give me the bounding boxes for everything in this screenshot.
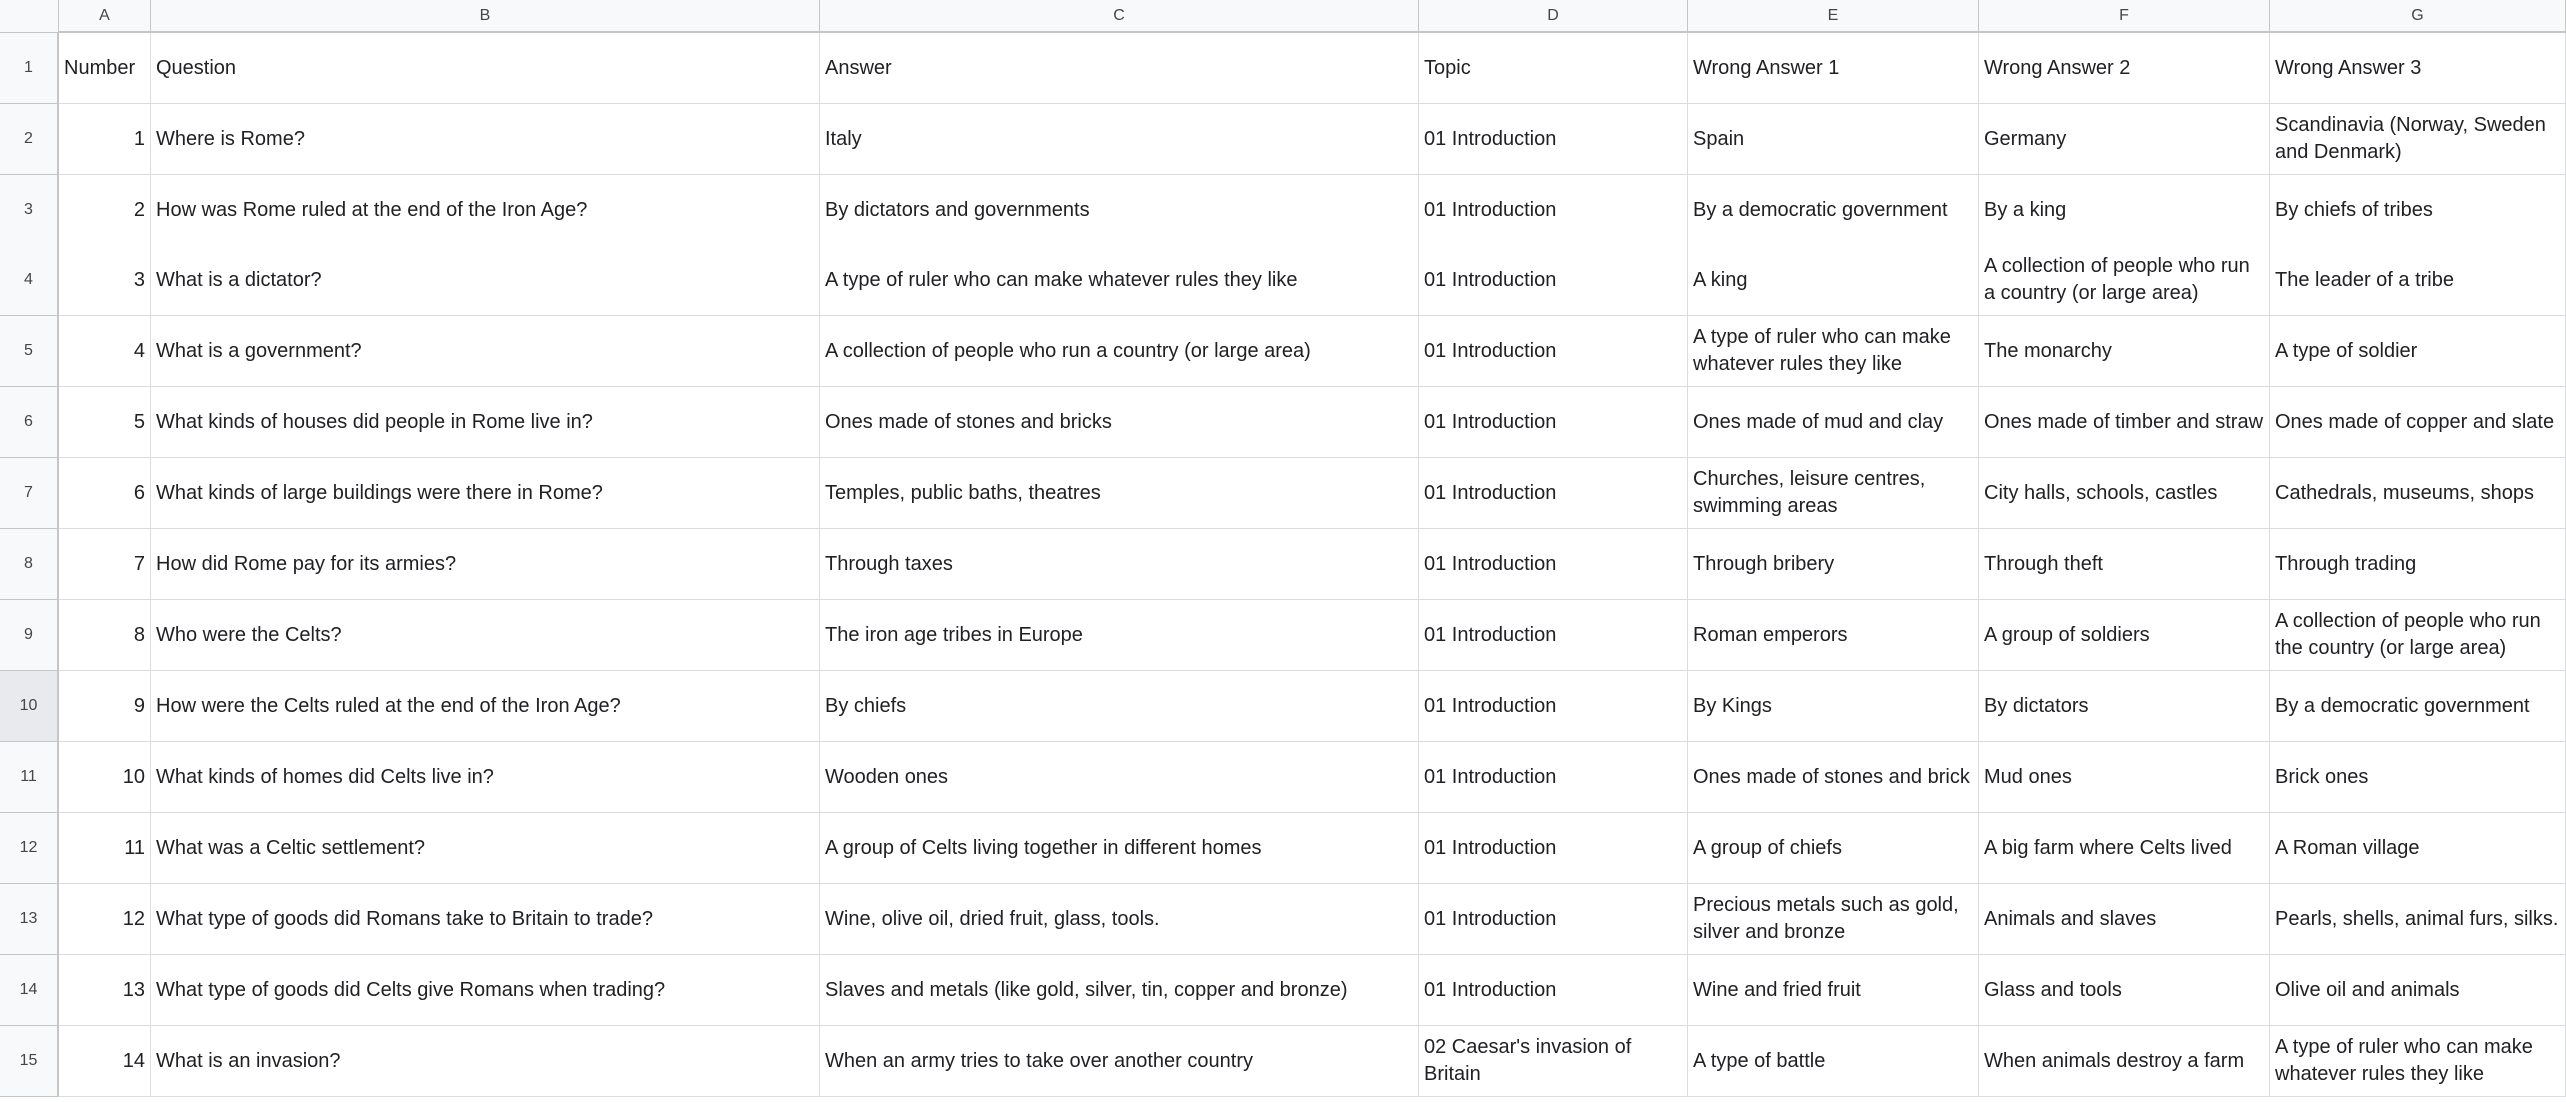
cell-e13[interactable] xyxy=(1688,884,1979,955)
cell-b6[interactable] xyxy=(151,387,820,458)
cell-d11[interactable] xyxy=(1419,742,1688,813)
cell-b8[interactable] xyxy=(151,529,820,600)
cell-e7[interactable] xyxy=(1688,458,1979,529)
cell-text: What is a dictator? xyxy=(156,268,322,291)
cell-g14[interactable] xyxy=(2270,955,2566,1026)
cell-e9[interactable] xyxy=(1688,600,1979,671)
cell-f9[interactable] xyxy=(1979,600,2270,671)
cell-text: Through taxes xyxy=(825,552,953,575)
cell-c15[interactable] xyxy=(820,1026,1419,1097)
cell-f6[interactable] xyxy=(1979,387,2270,458)
cell-d1[interactable] xyxy=(1419,33,1688,104)
cell-a7[interactable] xyxy=(59,458,151,529)
cell-text: What kinds of large buildings were there in Rome? xyxy=(156,481,603,504)
cell-text: A collection of people who run a country (or large area) xyxy=(1984,255,2250,304)
cell-b9[interactable] xyxy=(151,600,820,671)
cell-d2[interactable] xyxy=(1419,104,1688,175)
select-all-corner[interactable] xyxy=(0,0,59,33)
column-header-d[interactable]: D xyxy=(1419,0,1688,33)
cell-text: 01 Introduction xyxy=(1424,410,1557,433)
cell-b12[interactable] xyxy=(151,813,820,884)
cell-text: When an army tries to take over another country xyxy=(825,1049,1253,1072)
cell-c1[interactable] xyxy=(820,33,1419,104)
cell-text: Through trading xyxy=(2275,552,2417,575)
cell-text: 4 xyxy=(133,339,145,362)
cell-text: Wooden ones xyxy=(825,765,949,788)
cell-text: Number xyxy=(64,56,136,79)
cell-g5[interactable] xyxy=(2270,316,2566,387)
row-header-8[interactable]: 8 xyxy=(0,529,59,600)
cell-e1[interactable] xyxy=(1688,33,1979,104)
cell-a2[interactable] xyxy=(59,104,151,175)
cell-c10[interactable] xyxy=(820,671,1419,742)
cell-b2[interactable] xyxy=(151,104,820,175)
cell-text: How did Rome pay for its armies? xyxy=(156,552,457,575)
cell-text: Pearls, shells, animal furs, silks. xyxy=(2275,907,2559,930)
cell-c7[interactable] xyxy=(820,458,1419,529)
cell-text: Animals and slaves xyxy=(1984,907,2157,930)
cell-text: A type of battle xyxy=(1693,1049,1826,1072)
cell-text: Through bribery xyxy=(1693,552,1835,575)
cell-text: A collection of people who run the country (or large area) xyxy=(2275,610,2541,659)
cell-text: Ones made of timber and straw xyxy=(1984,410,2264,433)
column-header-g[interactable]: G xyxy=(2270,0,2566,33)
cell-d8[interactable] xyxy=(1419,529,1688,600)
cell-g13[interactable] xyxy=(2270,884,2566,955)
cell-a9[interactable] xyxy=(59,600,151,671)
cell-text: 01 Introduction xyxy=(1424,694,1557,717)
cell-g11[interactable] xyxy=(2270,742,2566,813)
cell-text: City halls, schools, castles xyxy=(1984,481,2218,504)
cell-text: When animals destroy a farm xyxy=(1984,1049,2245,1072)
cell-text: By dictators and governments xyxy=(825,198,1090,221)
row-header-13[interactable]: 13 xyxy=(0,884,59,955)
cell-text: 02 Caesar's invasion of Britain xyxy=(1424,1036,1632,1085)
cell-text: Topic xyxy=(1424,56,1471,79)
cell-text: A Roman village xyxy=(2275,836,2420,859)
row-header-14[interactable]: 14 xyxy=(0,955,59,1026)
cell-b14[interactable] xyxy=(151,955,820,1026)
cell-text: 01 Introduction xyxy=(1424,836,1557,859)
cell-text: A type of ruler who can make whatever rules they like xyxy=(825,268,1298,291)
cell-text: Ones made of stones and brick xyxy=(1693,765,1970,788)
cell-text: 9 xyxy=(133,694,145,717)
cell-f13[interactable] xyxy=(1979,884,2270,955)
cell-c5[interactable] xyxy=(820,316,1419,387)
row-header-15[interactable]: 15 xyxy=(0,1026,59,1097)
cell-text: Who were the Celts? xyxy=(156,623,342,646)
cell-g1[interactable] xyxy=(2270,33,2566,104)
cell-d14[interactable] xyxy=(1419,955,1688,1026)
cell-text: The iron age tribes in Europe xyxy=(825,623,1083,646)
cell-text: Olive oil and animals xyxy=(2275,978,2460,1001)
cell-d7[interactable] xyxy=(1419,458,1688,529)
cell-text: Roman emperors xyxy=(1693,623,1848,646)
cell-e12[interactable] xyxy=(1688,813,1979,884)
row-header-2[interactable]: 2 xyxy=(0,104,59,175)
row-header-5[interactable]: 5 xyxy=(0,316,59,387)
cell-text: How was Rome ruled at the end of the Iron Age? xyxy=(156,198,588,221)
cell-e11[interactable] xyxy=(1688,742,1979,813)
cell-text: A type of ruler who can make whatever rules they like xyxy=(1693,326,1951,375)
cell-f12[interactable] xyxy=(1979,813,2270,884)
cell-f15[interactable] xyxy=(1979,1026,2270,1097)
cell-g4[interactable] xyxy=(2270,245,2566,316)
cell-text: What kinds of homes did Celts live in? xyxy=(156,765,494,788)
cell-text: 1 xyxy=(133,127,145,150)
cell-c13[interactable] xyxy=(820,884,1419,955)
cell-text: What kinds of houses did people in Rome live in? xyxy=(156,410,593,433)
row-header-10[interactable]: 10 xyxy=(0,671,59,742)
cell-text: A collection of people who run a country (or large area) xyxy=(825,339,1311,362)
cell-b10[interactable] xyxy=(151,671,820,742)
cell-c12[interactable] xyxy=(820,813,1419,884)
cell-c6[interactable] xyxy=(820,387,1419,458)
cell-a13[interactable] xyxy=(59,884,151,955)
cell-d3[interactable] xyxy=(1419,175,1688,246)
row-header-11[interactable]: 11 xyxy=(0,742,59,813)
cell-text: 01 Introduction xyxy=(1424,339,1557,362)
cell-g15[interactable] xyxy=(2270,1026,2566,1097)
cell-text: A king xyxy=(1693,268,1748,291)
cell-text: Germany xyxy=(1984,127,2067,150)
cell-b7[interactable] xyxy=(151,458,820,529)
cell-text: 12 xyxy=(122,907,145,930)
cell-c9[interactable] xyxy=(820,600,1419,671)
cell-b13[interactable] xyxy=(151,884,820,955)
cell-d10[interactable] xyxy=(1419,671,1688,742)
cell-text: A group of chiefs xyxy=(1693,836,1842,859)
cell-text: By chiefs xyxy=(825,694,907,717)
cell-f3[interactable] xyxy=(1979,175,2270,246)
cell-text: Churches, leisure centres, swimming areas xyxy=(1693,468,1926,517)
cell-f4[interactable] xyxy=(1979,245,2270,316)
cell-text: By a democratic government xyxy=(2275,694,2530,717)
cell-e5[interactable] xyxy=(1688,316,1979,387)
cell-text: By dictators xyxy=(1984,694,2089,717)
cell-e4[interactable] xyxy=(1688,245,1979,316)
row-header-4[interactable]: 4 xyxy=(0,245,59,316)
cell-c11[interactable] xyxy=(820,742,1419,813)
cell-text: Wrong Answer 3 xyxy=(2275,56,2422,79)
cell-text: How were the Celts ruled at the end of the Iron Age? xyxy=(156,694,621,717)
cell-d9[interactable] xyxy=(1419,600,1688,671)
cell-text: Ones made of mud and clay xyxy=(1693,410,1944,433)
column-header-a[interactable]: A xyxy=(59,0,151,33)
cell-text: Glass and tools xyxy=(1984,978,2122,1001)
cell-text: 14 xyxy=(122,1049,145,1072)
column-header-c[interactable]: C xyxy=(820,0,1419,33)
cell-g3[interactable] xyxy=(2270,175,2566,246)
cell-c4[interactable] xyxy=(820,245,1419,316)
cell-text: 01 Introduction xyxy=(1424,907,1557,930)
cell-a15[interactable] xyxy=(59,1026,151,1097)
cell-text: 6 xyxy=(133,481,145,504)
cell-f1[interactable] xyxy=(1979,33,2270,104)
cell-text: What is a government? xyxy=(156,339,362,362)
cell-text: What type of goods did Romans take to Britain to trade? xyxy=(156,907,653,930)
cell-text: 3 xyxy=(133,268,145,291)
cell-text: 8 xyxy=(133,623,145,646)
cell-a6[interactable] xyxy=(59,387,151,458)
cell-text: The monarchy xyxy=(1984,339,2112,362)
cell-d15[interactable] xyxy=(1419,1026,1688,1097)
cell-text: 01 Introduction xyxy=(1424,623,1557,646)
cell-text: What type of goods did Celts give Romans when trading? xyxy=(156,978,666,1001)
cell-g10[interactable] xyxy=(2270,671,2566,742)
cell-text: The leader of a tribe xyxy=(2275,268,2454,291)
cell-f11[interactable] xyxy=(1979,742,2270,813)
cell-text: A group of Celts living together in different homes xyxy=(825,836,1262,859)
cell-g12[interactable] xyxy=(2270,813,2566,884)
cell-c3[interactable] xyxy=(820,175,1419,246)
cell-c2[interactable] xyxy=(820,104,1419,175)
cell-a4[interactable] xyxy=(59,245,151,316)
cell-text: Through theft xyxy=(1984,552,2103,575)
cell-text: 2 xyxy=(133,198,145,221)
cell-text: Where is Rome? xyxy=(156,127,305,150)
cell-e6[interactable] xyxy=(1688,387,1979,458)
cell-f10[interactable] xyxy=(1979,671,2270,742)
row-header-7[interactable]: 7 xyxy=(0,458,59,529)
cell-a14[interactable] xyxy=(59,955,151,1026)
cell-text: 01 Introduction xyxy=(1424,481,1557,504)
cell-text: Wrong Answer 2 xyxy=(1984,56,2131,79)
cell-text: 01 Introduction xyxy=(1424,127,1557,150)
cell-text: 10 xyxy=(122,765,145,788)
cell-text: Question xyxy=(156,56,237,79)
cell-g8[interactable] xyxy=(2270,529,2566,600)
cell-a3[interactable] xyxy=(59,175,151,246)
row-header-1[interactable]: 1 xyxy=(0,33,59,104)
cell-text: A type of soldier xyxy=(2275,339,2418,362)
cell-b15[interactable] xyxy=(151,1026,820,1097)
column-header-b[interactable]: B xyxy=(151,0,820,33)
cell-e10[interactable] xyxy=(1688,671,1979,742)
cell-text: Slaves and metals (like gold, silver, tin, copper and bronze) xyxy=(825,978,1348,1001)
cell-text: 7 xyxy=(133,552,145,575)
cell-text: 01 Introduction xyxy=(1424,765,1557,788)
cell-text: 5 xyxy=(133,410,145,433)
cell-d13[interactable] xyxy=(1419,884,1688,955)
column-header-e[interactable]: E xyxy=(1688,0,1979,33)
cell-text: What was a Celtic settlement? xyxy=(156,836,425,859)
cell-text: Italy xyxy=(825,127,862,150)
cell-text: Wrong Answer 1 xyxy=(1693,56,1840,79)
cell-b5[interactable] xyxy=(151,316,820,387)
cell-text: Precious metals such as gold, silver and bronze xyxy=(1693,894,1959,943)
cell-a11[interactable] xyxy=(59,742,151,813)
cell-text: 01 Introduction xyxy=(1424,198,1557,221)
cell-d12[interactable] xyxy=(1419,813,1688,884)
cell-text: A big farm where Celts lived xyxy=(1984,836,2232,859)
cell-text: Ones made of stones and bricks xyxy=(825,410,1112,433)
cell-b4[interactable] xyxy=(151,245,820,316)
cell-g6[interactable] xyxy=(2270,387,2566,458)
cell-text: By a democratic government xyxy=(1693,198,1948,221)
row-header-6[interactable]: 6 xyxy=(0,387,59,458)
cell-b1[interactable] xyxy=(151,33,820,104)
cell-e3[interactable] xyxy=(1688,175,1979,246)
cell-text: 01 Introduction xyxy=(1424,268,1557,291)
cell-e14[interactable] xyxy=(1688,955,1979,1026)
cell-f5[interactable] xyxy=(1979,316,2270,387)
cell-text: By chiefs of tribes xyxy=(2275,198,2433,221)
cell-text: Answer xyxy=(825,56,892,79)
cell-text: By Kings xyxy=(1693,694,1772,717)
row-header-3[interactable]: 3 xyxy=(0,175,59,246)
cell-d4[interactable] xyxy=(1419,245,1688,316)
cell-a5[interactable] xyxy=(59,316,151,387)
cell-g7[interactable] xyxy=(2270,458,2566,529)
cell-b3[interactable] xyxy=(151,175,820,246)
cell-a1[interactable] xyxy=(59,33,151,104)
cell-text: 11 xyxy=(124,836,145,859)
cell-a10[interactable] xyxy=(59,671,151,742)
cell-a12[interactable] xyxy=(59,813,151,884)
cell-f7[interactable] xyxy=(1979,458,2270,529)
cell-text: Temples, public baths, theatres xyxy=(825,481,1101,504)
row-header-9[interactable]: 9 xyxy=(0,600,59,671)
cell-g9[interactable] xyxy=(2270,600,2566,671)
cell-text: Mud ones xyxy=(1984,765,2072,788)
cell-text: By a king xyxy=(1984,198,2067,221)
cell-text: Wine, olive oil, dried fruit, glass, tools. xyxy=(825,907,1160,930)
column-header-f[interactable]: F xyxy=(1979,0,2270,33)
cell-text: Wine and fried fruit xyxy=(1693,978,1861,1001)
cell-text: Cathedrals, museums, shops xyxy=(2275,481,2535,504)
cell-a8[interactable] xyxy=(59,529,151,600)
cell-text: A type of ruler who can make whatever rules they like xyxy=(2275,1036,2533,1085)
cell-f14[interactable] xyxy=(1979,955,2270,1026)
cell-e8[interactable] xyxy=(1688,529,1979,600)
cell-text: Scandinavia (Norway, Sweden and Denmark) xyxy=(2275,114,2546,163)
cell-c8[interactable] xyxy=(820,529,1419,600)
cell-text: A group of soldiers xyxy=(1984,623,2150,646)
cell-text: What is an invasion? xyxy=(156,1049,341,1072)
cell-text: 13 xyxy=(122,978,145,1001)
cell-text: 01 Introduction xyxy=(1424,552,1557,575)
cell-e2[interactable] xyxy=(1688,104,1979,175)
cell-text: Brick ones xyxy=(2275,765,2369,788)
cell-text: Spain xyxy=(1693,127,1745,150)
cell-d5[interactable] xyxy=(1419,316,1688,387)
cell-text: Ones made of copper and slate xyxy=(2275,410,2555,433)
cell-g2[interactable] xyxy=(2270,104,2566,175)
row-header-12[interactable]: 12 xyxy=(0,813,59,884)
cell-f2[interactable] xyxy=(1979,104,2270,175)
cell-e15[interactable] xyxy=(1688,1026,1979,1097)
cell-d6[interactable] xyxy=(1419,387,1688,458)
cell-text: 01 Introduction xyxy=(1424,978,1557,1001)
cell-b11[interactable] xyxy=(151,742,820,813)
cell-f8[interactable] xyxy=(1979,529,2270,600)
cell-c14[interactable] xyxy=(820,955,1419,1026)
